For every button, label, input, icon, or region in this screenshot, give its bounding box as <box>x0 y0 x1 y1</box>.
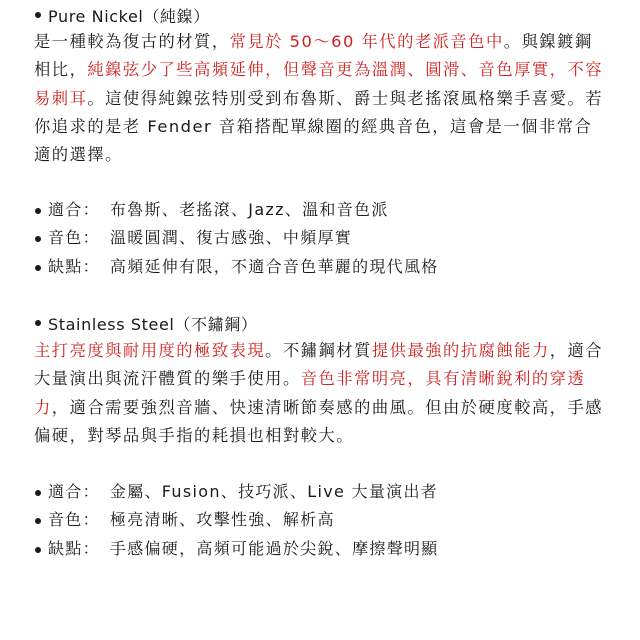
list-item-suitable <box>48 196 439 224</box>
text-run: 是一種較為復古的材質， <box>34 32 230 51</box>
item-value: 手感偏硬，高頻可能過於尖銳、摩擦聲明顯 <box>109 538 439 558</box>
highlight-run: 主打亮度與耐用度的極致表現 <box>34 341 266 360</box>
item-value: 布魯斯、老搖滾、Jazz、溫和音色派 <box>109 200 389 219</box>
item-label: 缺點： <box>48 256 100 276</box>
list-item-drawbacks <box>48 253 439 281</box>
pure-nickel-description <box>34 28 608 169</box>
stainless-steel-description <box>34 337 608 450</box>
item-label: 適合： <box>48 200 100 219</box>
section-heading-pure-nickel: Pure Nickel（純鎳） <box>48 4 210 27</box>
highlight-run: 提供最強的抗腐蝕能力 <box>371 341 550 360</box>
text-run: 。這使得純鎳弦特別受到布魯斯、爵士與老搖滾風格樂手喜愛。若你追求的是老 Fender 音箱搭配單線圈的經典音色，這會是一個非常合適的選擇。 <box>34 88 604 165</box>
text-run: ，適合大量演出與流汗體質的樂手使用。 <box>34 341 604 389</box>
text-run: ，適合需要強烈音牆、快速清晰節奏感的曲風。但由於硬度較高，手感偏硬，對琴品與手指的耗損也相對較大。 <box>34 397 604 445</box>
section-heading-stainless-steel: Stainless Steel（不鏽鋼） <box>48 312 257 335</box>
item-label: 音色： <box>48 228 100 248</box>
item-value: 高頻延伸有限，不適合音色華麗的現代風格 <box>109 256 439 276</box>
highlight-run: 常見於 50～60 年代的老派音色中 <box>229 32 504 51</box>
list-item-tone <box>48 224 439 252</box>
item-label: 音色： <box>48 510 100 530</box>
pure-nickel-summary-list <box>48 196 439 281</box>
list-item-drawbacks <box>48 535 439 563</box>
text-run: 。不鏽鋼材質 <box>265 341 372 360</box>
stainless-steel-summary-list <box>48 478 439 563</box>
highlight-run: 音色非常明亮，具有清晰銳利的穿透力 <box>34 369 586 417</box>
item-value: 溫暖圓潤、復古感強、中頻厚實 <box>109 228 353 248</box>
highlight-run: 純鎳弦少了些高頻延伸，但聲音更為溫潤、圓滑、音色厚實，不容易刺耳 <box>34 60 604 108</box>
list-item-suitable <box>48 478 439 506</box>
item-value: 金屬、Fusion、技巧派、Live 大量演出者 <box>109 482 439 501</box>
text-run: 。與鎳鍍鋼相比， <box>34 32 593 80</box>
list-item-tone <box>48 506 439 534</box>
item-value: 極亮清晰、攻擊性強、解析高 <box>109 510 335 530</box>
item-label: 適合： <box>48 482 100 501</box>
item-label: 缺點： <box>48 538 100 558</box>
